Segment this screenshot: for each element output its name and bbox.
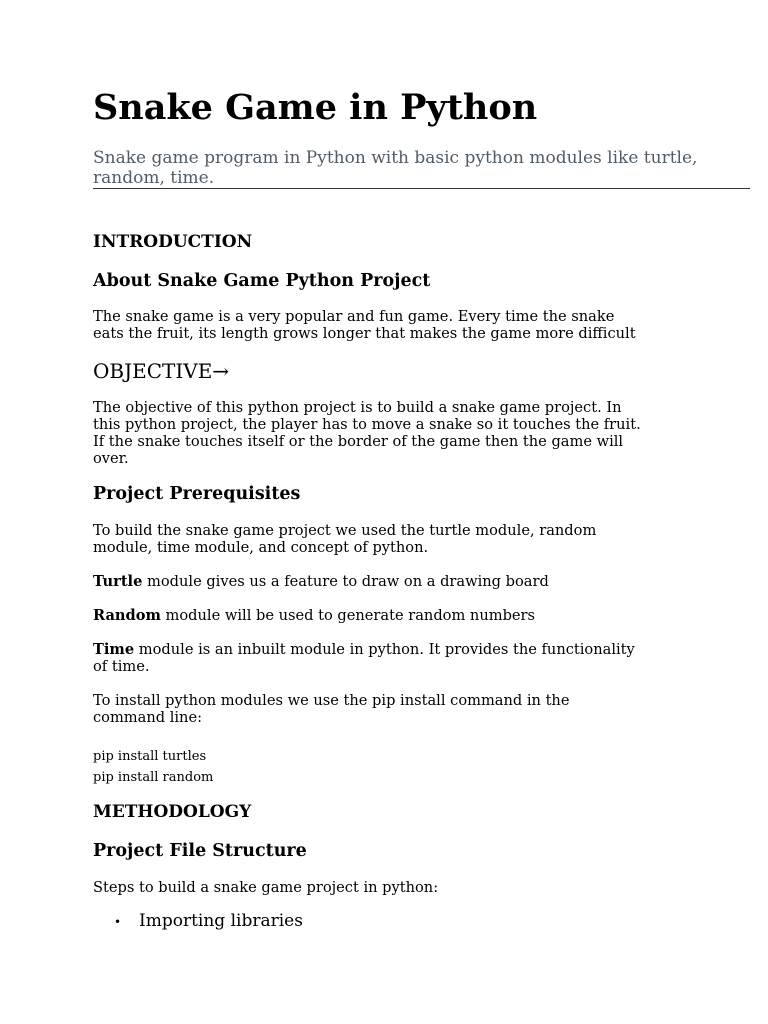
turtle-description: module gives us a feature to draw on a drawing board	[142, 573, 549, 590]
bullet-icon: •	[114, 915, 122, 929]
methodology-heading: METHODOLOGY	[93, 802, 252, 822]
objective-heading	[93, 359, 229, 383]
steps-intro: Steps to build a snake game project in python:	[93, 879, 439, 896]
title-divider	[93, 188, 750, 189]
prerequisites-heading: Project Prerequisites	[93, 484, 301, 504]
about-paragraph	[93, 308, 693, 342]
prerequisites-intro-line-2: module, time module, and concept of python.	[93, 539, 429, 556]
prerequisites-intro	[93, 522, 693, 556]
objective-line-2: this python project, the player has to move a snake so it touches the fruit.	[93, 416, 641, 433]
introduction-heading: INTRODUCTION	[93, 232, 253, 252]
time-paragraph	[93, 641, 693, 675]
time-line-2: of time.	[93, 658, 150, 675]
arrow-right-icon: →	[212, 359, 230, 383]
time-description: module is an inbuilt module in python. It provides the functionality	[134, 641, 635, 658]
random-paragraph	[93, 607, 693, 624]
time-line-1	[93, 641, 693, 658]
file-structure-heading: Project File Structure	[93, 841, 307, 861]
document-title: Snake Game in Python	[93, 87, 538, 128]
about-line-2: eats the fruit, its length grows longer that makes the game more difficult	[93, 325, 636, 342]
install-line-2: command line:	[93, 709, 203, 726]
objective-line-1: The objective of this python project is to build a snake game project. In	[93, 399, 622, 416]
objective-line-3: If the snake touches itself or the border of the game then the game will	[93, 433, 624, 450]
install-paragraph	[93, 692, 693, 726]
random-description: module will be used to generate random numbers	[160, 607, 536, 624]
objective-heading-text: OBJECTIVE	[93, 359, 213, 383]
code-line-turtles: pip install turtles	[93, 749, 207, 764]
turtle-term: Turtle	[93, 573, 143, 590]
prerequisites-intro-line-1: To build the snake game project we used the turtle module, random	[93, 522, 597, 539]
about-line-1: The snake game is a very popular and fun game. Every time the snake	[93, 308, 615, 325]
code-line-random: pip install random	[93, 770, 214, 785]
time-term: Time	[93, 641, 135, 658]
objective-paragraph	[93, 399, 693, 467]
random-term: Random	[93, 607, 161, 624]
install-line-1: To install python modules we use the pip install command in the	[93, 692, 570, 709]
about-heading: About Snake Game Python Project	[93, 271, 431, 291]
list-item: Importing libraries	[139, 911, 303, 931]
document-subtitle: Snake game program in Python with basic python modules like turtle, random, time.	[93, 148, 698, 188]
turtle-paragraph	[93, 573, 693, 590]
objective-line-4: over.	[93, 450, 129, 467]
